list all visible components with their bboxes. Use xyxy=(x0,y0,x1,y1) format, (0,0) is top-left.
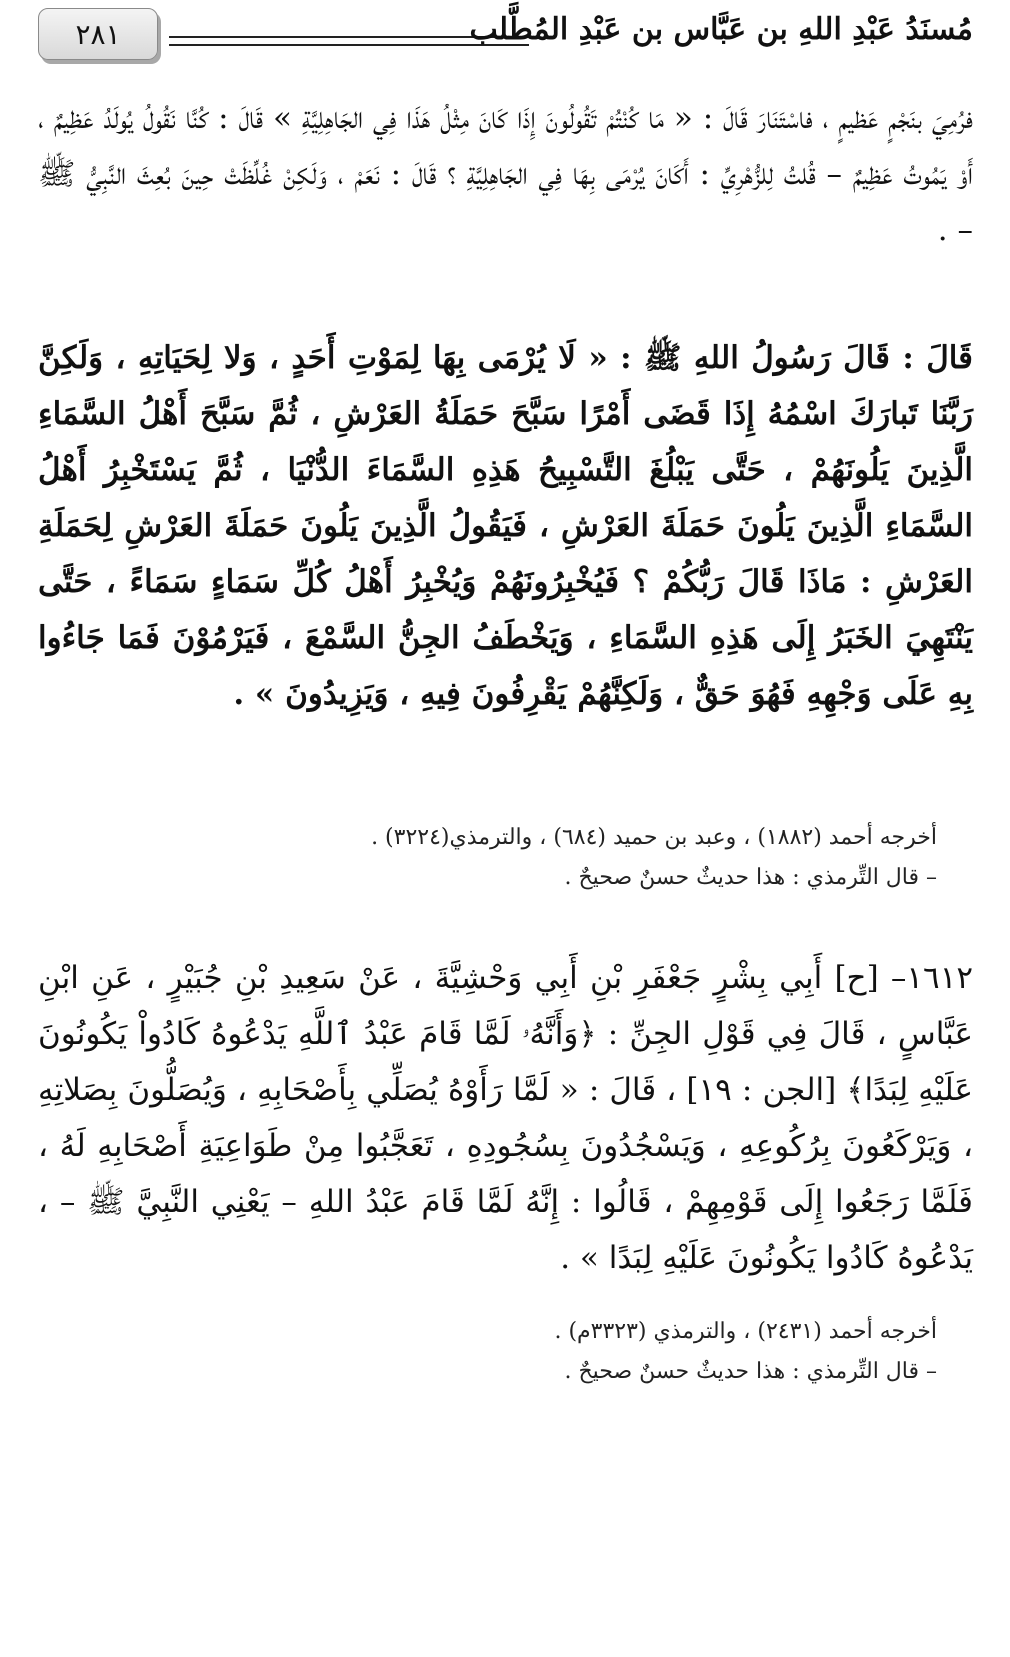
paragraph-2: قَالَ : قَالَ رَسُولُ اللهِ ﷺ : « لَا يُرْمَى بِهَا لِمَوْتِ أَحَدٍ ، وَلا لِحَيَاتِهِ ، وَلَكِنَّ رَبَّنَا تَبارَكَ اسْمُهُ إِذَا قَضَى أَمْرًا سَبَّحَ حَمَلَةُ العَرْشِ ، ثُمَّ سَبَّحَ أَهْلُ السَّمَاءِ الَّذِينَ يَلُونَهُمْ ، حَتَّى يَبْلُغَ التَّسْبِيحُ هَذِهِ السَّمَاءَ الدُّنْيَا ، ثُمَّ يَسْتَخْبِرُ أَهْلُ السَّمَاءِ الَّذِينَ يَلُونَ حَمَلَةَ العَرْشِ ، فَيَقُولُ الَّذِينَ يَلُونَ حَمَلَةَ العَرْشِ لِحَمَلَةِ العَرْشِ : مَاذَا قَالَ رَبُّكُمْ ؟ فَيُخْبِرُونَهُمْ وَيُخْبِرُ أَهْلُ كُلِّ سَمَاءٍ سَمَاءً ، حَتَّى يَنْتَهِيَ الخَبَرُ إِلَى هَذِهِ السَّمَاءِ ، وَيَخْطَفُ الجِنُّ السَّمْعَ ، فَيَرْمُوْنَ فَمَا جَاءُوا بِهِ عَلَى وَجْهِهِ فَهُوَ حَقٌّ ، وَلَكِنَّهُمْ يَقْرِفُونَ فِيهِ ، وَيَزِيدُونَ » . xyxy=(38,340,973,712)
page-header xyxy=(38,8,973,68)
takhrij-notes-1 xyxy=(38,818,973,898)
page-number: ٢٨١ xyxy=(38,8,158,60)
hadith-continuation xyxy=(38,90,973,258)
paragraph-3: ١٦١٢– [ح] أَبِي بِشْرٍ جَعْفَرِ بْنِ أَبِي وَحْشِيَّةَ ، عَنْ سَعِيدِ بْنِ جُبَيْرٍ ، عَنِ ابْنِ عَبَّاسٍ ، قَالَ فِي قَوْلِ الجِنِّ : ﴿وَأَنَّهُۥ لَمَّا قَامَ عَبْدُ ٱللَّهِ يَدْعُوهُ كَادُواْ يَكُونُونَ عَلَيْهِ لِبَدًا﴾ [الجن : ١٩] ، قَالَ : « لَمَّا رَأَوْهُ يُصَلِّي بِأَصْحَابِهِ ، وَيُصَلُّونَ بِصَلاتِهِ ، وَيَرْكَعُونَ بِرُكُوعِهِ ، وَيَسْجُدُونَ بِسُجُودِهِ ، تَعَجَّبُوا مِنْ طَوَاعِيَةِ أَصْحَابِهِ لَهُ ، فَلَمَّا رَجَعُوا إِلَى قَوْمِهِمْ ، قَالُوا : إِنَّهُ لَمَّا قَامَ عَبْدُ اللهِ – يَعْنِي النَّبِيَّ ﷺ – ، يَدْعُوهُ كَادُوا يَكُونُونَ عَلَيْهِ لِبَدًا » . xyxy=(38,960,973,1276)
hadith-text xyxy=(38,330,973,722)
takhrij-notes-2 xyxy=(38,1312,973,1392)
footnote-takhrij: أخرجه أحمد (٢٤٣١) ، والترمذي (٣٣٢٣م) . xyxy=(554,1319,937,1344)
footnote-grading: – قال التِّرمذي : هذا حديثٌ حسنٌ صحيحٌ . xyxy=(564,1359,937,1384)
hadith-1612 xyxy=(38,950,973,1286)
footnote-takhrij: أخرجه أحمد (١٨٨٢) ، وعبد بن حميد (٦٨٤) ، والترمذي(٣٢٢٤) . xyxy=(371,825,937,850)
paragraph-1: فرُمِيَ بنَجْمٍ عَظيمٍ ، فاسْتَنَارَ قَالَ : « مَا كُنْتُمْ تَقُولُونَ إِذَا كَانَ مِثْلُ هَذَا فِي الجَاهِلِيَّةِ » قَالَ : كُنَّا نَقُولُ يُولَدُ عَظِيمٌ ، أَوْ يَمُوتُ عَظِيمٌ – قُلتُ لِلزُّهْرِيِّ : أَكَانَ يُرْمَى بِهَا فِي الجَاهِلِيَّةِ ؟ قَالَ : نَعَمْ ، وَلَكِنْ غُلِّظَتْ حِينَ بُعِثَ النَّبِيُّ ﷺ – . xyxy=(38,100,973,248)
footnote-grading: – قال التِّرمذي : هذا حديثٌ حسنٌ صحيحٌ . xyxy=(564,865,937,890)
running-title: مُسنَدُ عَبْدِ اللهِ بن عَبَّاس بن عَبْدِ المُطَّلب xyxy=(469,12,973,47)
